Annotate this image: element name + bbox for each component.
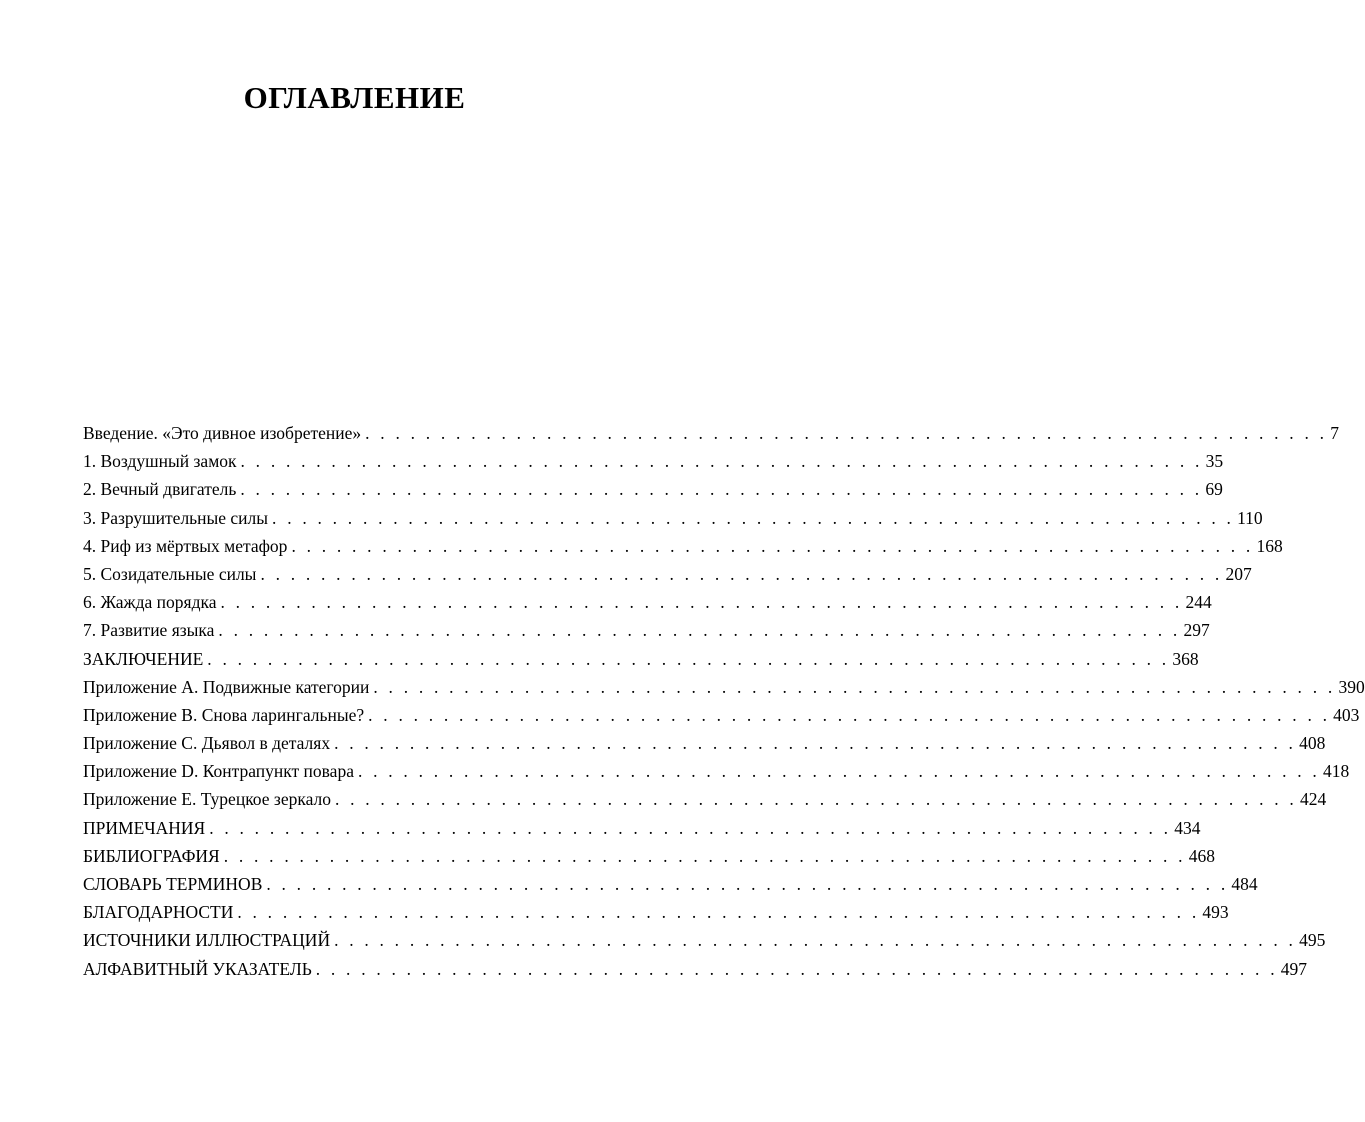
table-of-contents [83,419,1365,983]
dot-leader: . . . . . . . . . . . . . . . . . . . . . . . . . . . . . . . . . . . . . . . . . . . . . . . . . . . . . . . . . . . . . . . . [218,620,1181,641]
dot-leader: . . . . . . . . . . . . . . . . . . . . . . . . . . . . . . . . . . . . . . . . . . . . . . . . . . . . . . . . . . . . . . . . [334,733,1297,754]
toc-entry-label: ИСТОЧНИКИ ИЛЛЮСТРАЦИЙ [83,930,331,951]
dot-leader: . . . . . . . . . . . . . . . . . . . . . . . . . . . . . . . . . . . . . . . . . . . . . . . . . . . . . . . . . . . . . . . . [260,563,1223,584]
toc-entry [83,447,1224,475]
dot-leader: . . . . . . . . . . . . . . . . . . . . . . . . . . . . . . . . . . . . . . . . . . . . . . . . . . . . . . . . . . . . . . . . [266,874,1229,894]
toc-entry-page: 368 [1172,648,1199,669]
toc-entry [83,616,1210,644]
toc-entry-page: 495 [1299,930,1326,951]
toc-entry-label: 1. Воздушный замок [83,451,237,472]
toc-entry-page: 297 [1183,620,1210,641]
dot-leader: . . . . . . . . . . . . . . . . . . . . . . . . . . . . . . . . . . . . . . . . . . . . . . . . . . . . . . . . . . . . . . . . [209,817,1172,838]
toc-entry-page: 168 [1256,535,1283,556]
dot-leader: . . . . . . . . . . . . . . . . . . . . . . . . . . . . . . . . . . . . . . . . . . . . . . . . . . . . . . . . . . . . . . . . [223,845,1186,866]
toc-entry-page: 434 [1174,817,1201,838]
dot-leader: . . . . . . . . . . . . . . . . . . . . . . . . . . . . . . . . . . . . . . . . . . . . . . . . . . . . . . . . . . . . . . . . [373,676,1336,697]
toc-entry-page: 7 [1330,423,1339,443]
toc-entry [83,955,1308,983]
toc-entry-label: Приложение С. Дьявол в деталях [83,733,331,754]
toc-entry-page: 244 [1185,592,1212,613]
toc-entry [83,757,1350,785]
dot-leader: . . . . . . . . . . . . . . . . . . . . . . . . . . . . . . . . . . . . . . . . . . . . . . . . . . . . . . . . . . . . . . . . [334,789,1298,810]
toc-entry [83,588,1212,616]
toc-entry-label: ЗАКЛЮЧЕНИЕ [83,648,204,669]
toc-entry-page: 493 [1202,902,1229,923]
toc-entry-page: 468 [1188,845,1216,866]
toc-entry [83,504,1263,532]
dot-leader: . . . . . . . . . . . . . . . . . . . . . . . . . . . . . . . . . . . . . . . . . . . . . . . . . . . . . . . . . . . . . . . . [334,930,1297,951]
toc-entry [83,814,1201,842]
toc-entry-label: АЛФАВИТНЫЙ УКАЗАТЕЛЬ [83,958,312,979]
toc-entry-label: Приложение В. Снова ларингальные? [83,704,365,725]
toc-entry [83,560,1252,588]
toc-entry-label: СЛОВАРЬ ТЕРМИНОВ [83,874,263,894]
toc-entry-label: 2. Вечный двигатель [83,479,237,500]
dot-leader: . . . . . . . . . . . . . . . . . . . . . . . . . . . . . . . . . . . . . . . . . . . . . . . . . . . . . . . . . . . . . . . . [207,648,1170,669]
dot-leader: . . . . . . . . . . . . . . . . . . . . . . . . . . . . . . . . . . . . . . . . . . . . . . . . . . . . . . . . . . . . . . . . [291,535,1254,556]
toc-entry-label: Приложение D. Контрапункт повара [83,761,354,782]
toc-entry-page: 497 [1280,958,1308,979]
page-title: ОГЛАВЛЕНИЕ [243,80,466,115]
toc-entry-label: Приложение Е. Турецкое зеркало [83,789,331,810]
toc-entry [83,475,1223,503]
dot-leader: . . . . . . . . . . . . . . . . . . . . . . . . . . . . . . . . . . . . . . . . . . . . . . . . . . . . . . . . . . . . . . . . [237,902,1200,923]
toc-entry-page: 403 [1333,704,1360,725]
dot-leader: . . . . . . . . . . . . . . . . . . . . . . . . . . . . . . . . . . . . . . . . . . . . . . . . . . . . . . . . . . . . . . . . [365,423,1328,443]
toc-entry-label: 7. Развитие языка [83,620,215,641]
dot-leader: . . . . . . . . . . . . . . . . . . . . . . . . . . . . . . . . . . . . . . . . . . . . . . . . . . . . . . . . . . . . . . . . [220,592,1183,613]
toc-entry-page: 424 [1300,789,1327,810]
toc-entry [83,898,1229,926]
toc-entry [83,870,1258,898]
toc-entry [83,785,1327,813]
dot-leader: . . . . . . . . . . . . . . . . . . . . . . . . . . . . . . . . . . . . . . . . . . . . . . . . . . . . . . . . . . . . . . . . [357,761,1320,782]
toc-entry-label: БЛАГОДАРНОСТИ [83,902,234,923]
toc-entry [83,645,1199,673]
toc-entry-label: БИБЛИОГРАФИЯ [83,845,220,866]
toc-entry [83,842,1216,870]
toc-entry-label: Введение. «Это дивное изобретение» [83,423,362,443]
dot-leader: . . . . . . . . . . . . . . . . . . . . . . . . . . . . . . . . . . . . . . . . . . . . . . . . . . . . . . . . . . . . . . . . [272,507,1235,528]
dot-leader: . . . . . . . . . . . . . . . . . . . . . . . . . . . . . . . . . . . . . . . . . . . . . . . . . . . . . . . . . . . . . . . . [368,704,1331,725]
toc-entry-label: Приложение А. Подвижные категории [83,676,370,697]
toc-entry-page: 390 [1338,676,1365,697]
toc-entry-page: 484 [1231,874,1258,894]
toc-entry [83,926,1326,954]
toc-entry-page: 35 [1205,451,1224,472]
dot-leader: . . . . . . . . . . . . . . . . . . . . . . . . . . . . . . . . . . . . . . . . . . . . . . . . . . . . . . . . . . . . . . . . [240,479,1203,500]
toc-entry-page: 418 [1323,761,1350,782]
toc-entry-label: 6. Жажда порядка [83,592,217,613]
toc-entry-page: 408 [1299,733,1326,754]
toc-entry [83,532,1283,560]
dot-leader: . . . . . . . . . . . . . . . . . . . . . . . . . . . . . . . . . . . . . . . . . . . . . . . . . . . . . . . . . . . . . . . . [315,958,1278,979]
toc-entry [83,701,1360,729]
toc-entry-page: 207 [1225,563,1252,584]
toc-entry-label: 5. Созидательные силы [83,563,257,584]
toc-entry-page: 69 [1205,479,1223,500]
toc-entry-label: 3. Разрушительные силы [83,507,269,528]
toc-entry [83,673,1365,701]
toc-entry-page: 110 [1237,507,1263,528]
toc-entry-label: ПРИМЕЧАНИЯ [83,817,206,838]
toc-entry-label: 4. Риф из мёртвых метафор [83,535,288,556]
toc-entry [83,729,1326,757]
dot-leader: . . . . . . . . . . . . . . . . . . . . . . . . . . . . . . . . . . . . . . . . . . . . . . . . . . . . . . . . . . . . . . . . [240,451,1203,472]
toc-entry [83,419,1339,447]
